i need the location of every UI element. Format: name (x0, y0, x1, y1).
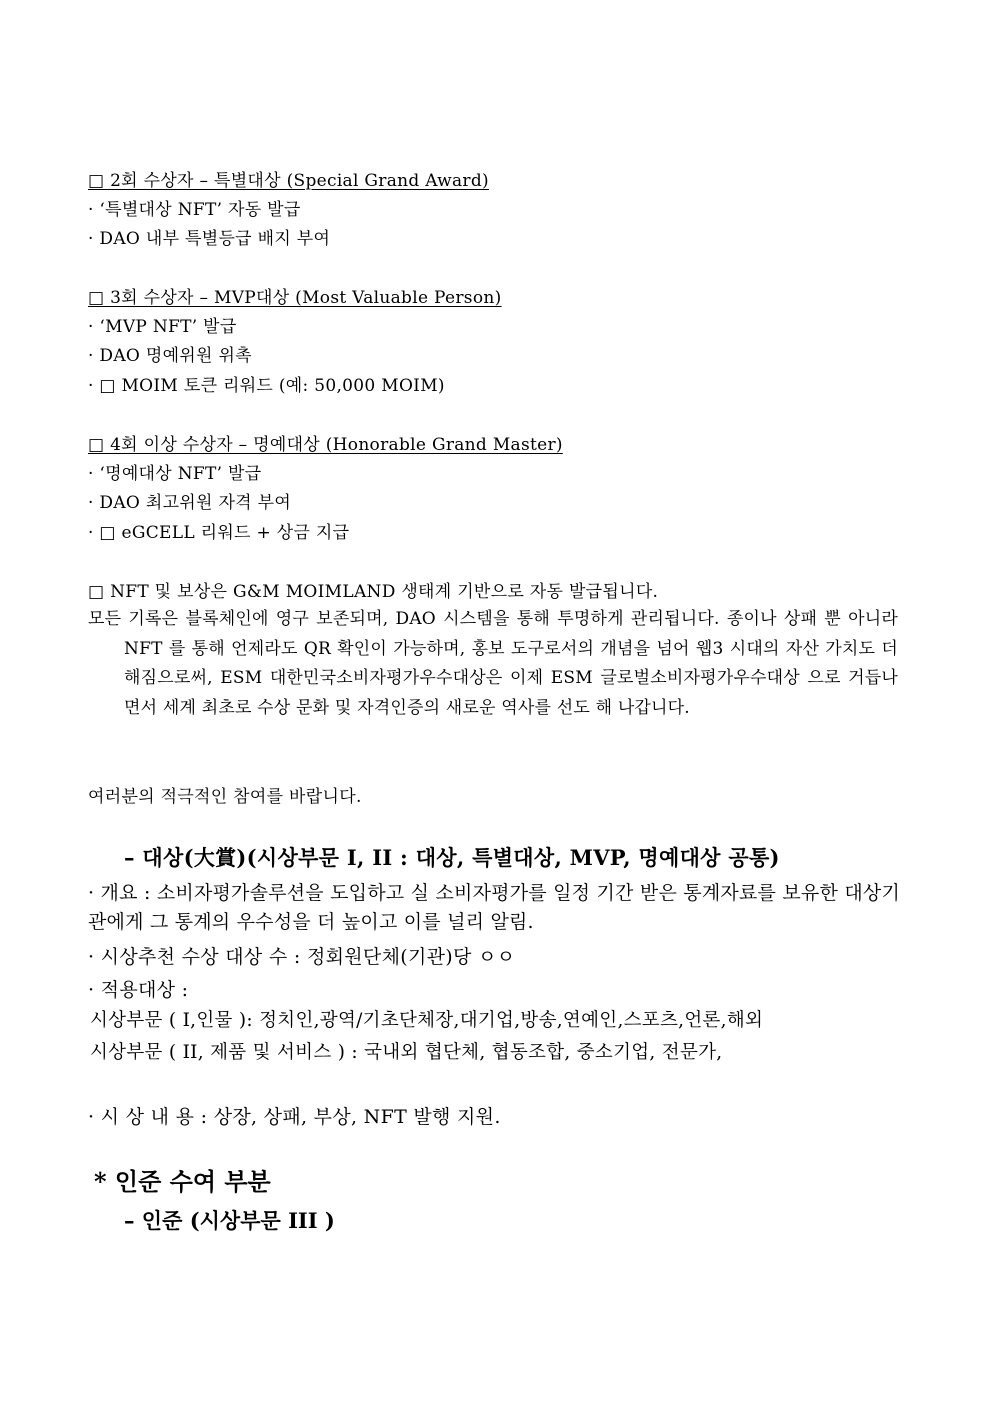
recommend-line: · 시상추천 수상 대상 수 : 정회원단체(기관)당 ㅇㅇ (88, 946, 516, 968)
list-item: · ‘MVP NFT’ 발급 (88, 317, 237, 337)
list-item: · □ eGCELL 리워드 + 상금 지급 (88, 523, 350, 543)
list-item: · DAO 명예위원 위촉 (88, 346, 252, 366)
overview-paragraph: · 개요 : 소비자평가솔루션을 도입하고 실 소비자평가를 일정 기간 받은 통계자료를 보유한 대상기관에게 그 통계의 우수성을 더 높이고 이를 널리 알림. (88, 882, 900, 933)
grand-award-title: – 대상(大賞)(시상부문 I, II : 대상, 특별대상, MVP, 명예대상 공통) (124, 845, 780, 870)
category-one: 시상부문 ( I,인물 ): 정치인,광역/기초단체장,대기업,방송,연예인,스포츠,언론,해외 (90, 1010, 764, 1031)
category-two: 시상부문 ( II, 제품 및 서비스 ) : 국내외 협단체, 협동조합, 중소기업, 전문가, (90, 1042, 723, 1063)
list-item: · □ MOIM 토큰 리워드 (예: 50,000 MOIM) (88, 376, 445, 396)
cert-title: * 인준 수여 부분 (94, 1167, 271, 1196)
record-paragraph: 모든 기록은 블록체인에 영구 보존되며, DAO 시스템을 통해 투명하게 관리됩니다. 종이나 상패 뿐 아니라 NFT 를 통해 언제라도 QR 확인이 가능하며, 홍보 도구로서의 개념을 넘어 웹3 시대의 자산 가치도 더해짐으로써, ESM 대한민국소비자평가우수대상은 이제 ESM 글로벌소비자평가우수대상 으로 거듭나면서 세계 최초로 수상 문화 및 자격인증의 새로운 역사를 선도 해 나갑니다. (88, 609, 898, 718)
list-item: · ‘명예대상 NFT’ 발급 (88, 464, 262, 484)
fourth-award-heading: □ 4회 이상 수상자 – 명예대상 (Honorable Grand Master) (88, 435, 563, 455)
list-item: · DAO 내부 특별등급 배지 부여 (88, 229, 331, 249)
list-item: · ‘특별대상 NFT’ 자동 발급 (88, 200, 301, 220)
cert-subtitle: – 인준 (시상부문 III ) (124, 1208, 335, 1233)
second-award-heading: □ 2회 수상자 – 특별대상 (Special Grand Award) (88, 171, 489, 191)
award-contents: · 시 상 내 용 : 상장, 상패, 부상, NFT 발행 지원. (88, 1106, 501, 1128)
list-item: · DAO 최고위원 자격 부여 (88, 493, 292, 513)
closing-text: 여러분의 적극적인 참여를 바랍니다. (88, 787, 362, 807)
target-label: · 적용대상 : (88, 979, 189, 1001)
third-award-heading: □ 3회 수상자 – MVP대상 (Most Valuable Person) (88, 288, 502, 308)
nft-note: □ NFT 및 보상은 G&M MOIMLAND 생태계 기반으로 자동 발급됩니다. (88, 582, 659, 602)
